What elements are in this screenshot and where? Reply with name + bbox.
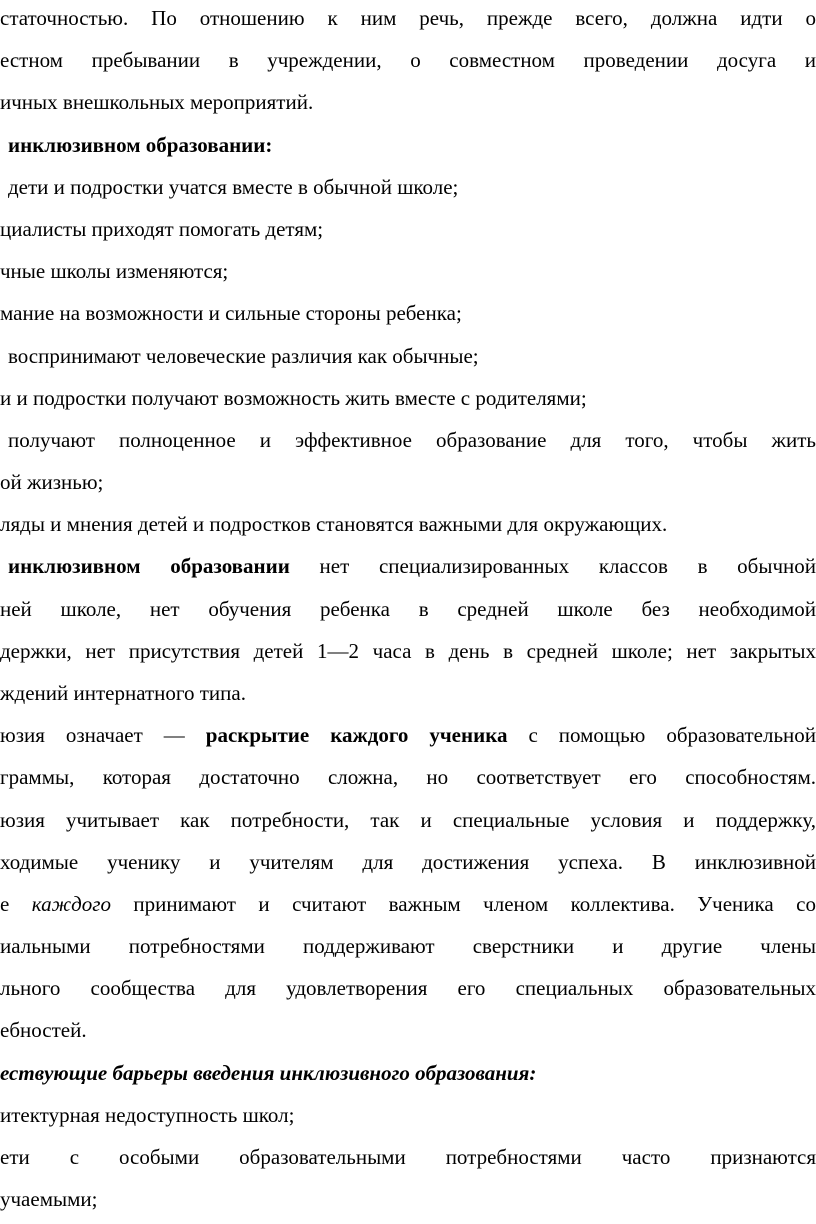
bold-phrase: раскрытие каждого ученика [205, 723, 508, 747]
text-segment: нет специализированных классов в обычной [319, 554, 816, 578]
text-segment: ляды и мнения детей и подростков становятся важными для окружающих. [0, 512, 668, 536]
text-line-15 [0, 594, 816, 624]
text-segment: циалисты приходят помогать детям; [0, 217, 324, 241]
list-item-continuation [0, 467, 816, 497]
text-segment: граммы, которая достаточно сложна, но соответствует его способностям. [0, 765, 816, 789]
text-line-17 [0, 678, 816, 708]
text-segment: чные школы изменяются; [0, 259, 229, 283]
text-segment: с помощью образовательной [528, 723, 816, 747]
list-item [0, 256, 816, 286]
text-segment: принимают и считают важным членом коллектива. Ученика со [133, 892, 816, 916]
text-line-24 [0, 973, 816, 1003]
text-line-21 [0, 847, 816, 877]
list-item [0, 214, 816, 244]
section-heading [0, 1058, 816, 1088]
text-segment: учаемыми; [0, 1187, 98, 1211]
text-segment: ой жизнью; [0, 470, 104, 494]
text-segment: инклюзивном образовании: [8, 133, 273, 157]
list-item [0, 1100, 816, 1130]
list-item [8, 172, 816, 202]
text-segment: ждений интернатного типа. [0, 681, 246, 705]
text-line-25 [0, 1015, 816, 1045]
list-item-continuation [0, 1184, 816, 1214]
list-item [8, 341, 816, 371]
text-segment: ичных внешкольных мероприятий. [0, 90, 314, 114]
text-segment: иальными потребностями поддерживают сверстники и другие члены [0, 934, 816, 958]
text-segment: юзия учитывает как потребности, так и специальные условия и поддержку, [0, 808, 816, 832]
text-segment: мание на возможности и сильные стороны ребенка; [0, 301, 462, 325]
list-item [0, 509, 816, 539]
text-segment: е [0, 892, 10, 916]
text-segment: ходимые ученику и учителям для достижения успеха. В инклюзивной [0, 850, 816, 874]
text-line-2 [0, 45, 816, 75]
text-segment: держки, нет присутствия детей 1—2 часа в день в средней школе; нет закрытых [0, 639, 816, 663]
bold-phrase: инклюзивном образовании [8, 554, 290, 578]
text-segment: и и подростки получают возможность жить вместе с родителями; [0, 386, 587, 410]
text-line-14 [8, 551, 816, 581]
text-segment: льного сообщества для удовлетворения его специальных образовательных [0, 976, 816, 1000]
section-heading [8, 130, 816, 160]
text-segment: ней школе, нет обучения ребенка в средней школе без необходимой [0, 597, 816, 621]
text-line-19 [0, 762, 816, 792]
text-segment: ебностей. [0, 1018, 87, 1042]
text-line-1 [0, 3, 816, 33]
list-item [8, 425, 816, 455]
text-segment: юзия означает — [0, 723, 185, 747]
text-line-18 [0, 720, 816, 750]
text-line-16 [0, 636, 816, 666]
text-segment: ествующие барьеры введения инклюзивного образования: [0, 1061, 537, 1085]
text-segment: дети и подростки учатся вместе в обычной школе; [8, 175, 459, 199]
text-line-3 [0, 87, 816, 117]
list-item [0, 383, 816, 413]
text-segment: получают полноценное и эффективное образование для того, чтобы жить [8, 428, 816, 452]
text-line-23 [0, 931, 816, 961]
text-segment: ети с особыми образовательными потребностями часто признаются [0, 1145, 816, 1169]
list-item [0, 1142, 816, 1172]
text-line-22 [0, 889, 816, 919]
text-segment: статочностью. По отношению к ним речь, прежде всего, должна идти о [0, 6, 816, 30]
text-line-20 [0, 805, 816, 835]
italic-word: каждого [31, 892, 111, 916]
text-segment: итектурная недоступность школ; [0, 1103, 295, 1127]
list-item [0, 298, 816, 328]
text-segment: воспринимают человеческие различия как обычные; [8, 344, 479, 368]
text-segment: естном пребывании в учреждении, о совместном проведении досуга и [0, 48, 816, 72]
